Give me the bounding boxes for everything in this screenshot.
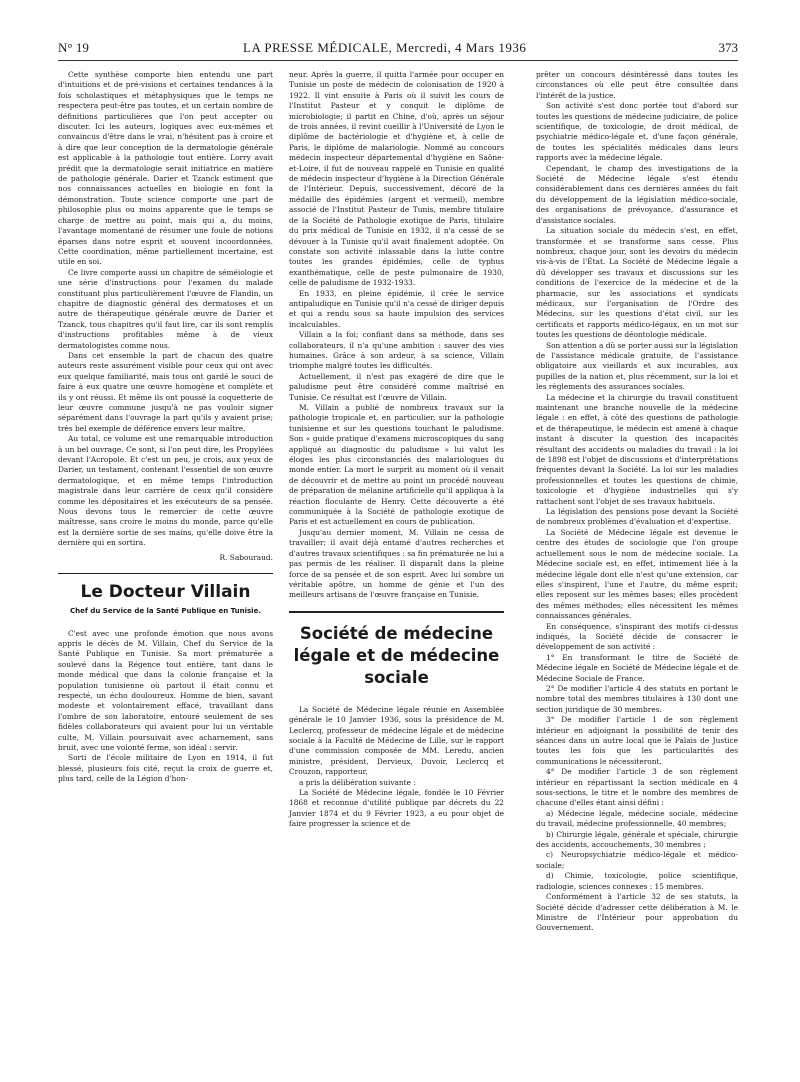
- paragraph: Conformément à l'article 32 de ses statuts, la Société décide d'adresser cette délibération à M. le Ministre de l'Intérieur pour approbation du Gouvernement.: [536, 892, 738, 933]
- paragraph: Cette synthèse comporte bien entendu une part d'intuitions et de pré-visions et certaines tendances à la fois scholastiques et métaphysiques que le temps ne respectera peut-être pas toutes, et un certain nombre de définitions particulières que l'on peut accepter ou discuter. Ici les auteurs, logiques avec eux-mêmes et convaincus d'être dans le vrai, n'hésitent pas à croire et à dire que leur conception de la dermatologie générale est applicable à la pathologie tout entière. Lorry avait prédit que la dermatologie serait initiatrice en matière de pathologie générale. Darier et Tzanck estiment que nos connaissances actuelles en biologie en font la démonstration. Toute science comporte une part de philosophie plus ou moins apparente que le temps se charge de mettre au point, mais qui a, du moins, l'avantage momentané de résumer une foule de notions éparses dans notre esprit et souvent incoordonnées. Cette coordination, même partiellement incertaine, est utile en soi.: [58, 70, 273, 267]
- paragraph: M. Villain a publié de nombreux travaux sur la pathologie tropicale et, en particulier, sur la pathologie tunisienne et sur les questions touchant le paludisme. Son « guide pratique d'examens microscopiques du sang appliqué au diagnostic du paludisme » lui valut les éloges les plus circonstanciés des malariologues du monde entier. La mort le surprit au moment où il venait de découvrir et de mettre au point un procédé nouveau de préparation de mélanine artificielle qu'il appliqua à la réaction floculante de Henry. Cette découverte a été communiquée à la Société de pathologie exotique de Paris et est actuellement en cours de publication.: [289, 403, 504, 527]
- paragraph: Au total, ce volume est une remarquable introduction à un bel ouvrage. Ce sont, si l'on peut dire, les Propylées devant l'Acropole. Et c'est un peu, je crois, aux yeux de Darier, un testament, contenant l'essentiel de son œuvre dermatologique, et en même temps l'introduction magistrale dans leur carrière de ceux qu'il considère comme les dépositaires et les exécuteurs de sa pensée. Nous devons tous le remercier de cette œuvre maîtresse, sans croire le moins du monde, parce qu'elle est la dernière sortie de ses mains, qu'elle doive être la dernière qui en sortira.: [58, 434, 273, 548]
- paragraph: Jusqu'au dernier moment, M. Villain ne cessa de travailler; il avait déjà entamé d'autres recherches et d'autres travaux scientifiques : sa fin prématurée ne lui a pas permis de les réaliser. Il disparaît dans la pleine force de sa pensée et de son esprit. Avec lui sombre un véritable apôtre, un homme de génie et l'un des meilleurs artisans de l'œuvre française en Tunisie.: [289, 527, 504, 600]
- paragraph: prêter un concours désintéressé dans toutes les circonstances où elle peut être consultée dans l'intérêt de la justice.: [536, 70, 738, 100]
- list-item: b) Chirurgie légale, générale et spéciale, chirurgie des accidents, accouchements, 30 membres ;: [536, 829, 738, 850]
- paragraph: a pris la délibération suivante :: [299, 777, 416, 787]
- paragraph: La Société de Médecine légale réunie en Assemblée générale le 10 Janvier 1936, sous la présidence de M. Leclercq, professeur de médecine légale et de médecine sociale à la Faculté de Médecine de Lille, sur le rapport d'une commission composée de MM. Leredu, ancien ministre, président, Dervieux, Duvoir, Leclercq et Crouzon, rapporteur,: [289, 704, 504, 777]
- list-item: 2° De modifier l'article 4 des statuts en portant le nombre total des membres titulaires à 130 dont une section juridique de 30 membres.: [536, 683, 738, 714]
- issue-number: N° 19: [58, 40, 89, 55]
- list-item: a) Médecine légale, médecine sociale, médecine du travail, médecine professionnelle, 40 membres;: [536, 808, 738, 829]
- paragraph: En 1933, en pleine épidémie, il crée le service antipaludique en Tunisie qu'il n'a cessé de diriger depuis et qui a rendu sous sa haute impulsion des services incalculables.: [289, 288, 504, 329]
- paragraph: La situation sociale du médecin s'est, en effet, transformée et se transforme sans cesse. Plus nombreux, chaque jour, sont les devoirs du médecin vis-à-vis de l'État. La Société de Médecine légale a dû développer ses travaux et discussions sur les conditions de l'exercice de la médecine et de la pharmacie, sur les associations et syndicats médicaux, sur l'organisation de l'Ordre des Médecins, sur les questions d'état civil, sur les certificats et rapports médico-légaux, en un mot sur toutes les questions de déontologie médicale.: [536, 226, 738, 340]
- article-title: Société de médecine légale et de médecine sociale: [293, 623, 500, 687]
- journal-title: LA PRESSE MÉDICALE, Mercredi, 4 Mars 1936: [243, 40, 527, 55]
- running-header: [58, 40, 738, 61]
- list-item: d) Chimie, toxicologie, police scientifique, radiologie, sciences connexes : 15 membres.: [536, 871, 738, 891]
- paragraph: C'est avec une profonde émotion que nous avons appris le décès de M. Villain, Chef du Service de la Santé Publique en Tunisie. Sa mort prématurée a soulevé dans la Régence tout entière, tant dans le monde médical que dans la colonie française et la population tunisienne où partout il était connu et respecté, un écho douloureux. Homme de bien, savant modeste et volontairement effacé, travaillant dans l'ombre de son laboratoire, entouré seulement de ses fidèles collaborateurs qui avaient pour lui un véritable culte, M. Villain poursuivait avec acharnement, sans bruit, avec une volonté ferme, son idéal : servir.: [58, 628, 273, 752]
- paragraph: Son attention a dû se porter aussi sur la législation de l'assistance médicale gratuite, de l'assistance obligatoire aux vieillards et aux incurables, aux pupilles de la nation et, plus récemment, sur la loi et les règlements des assurances sociales.: [536, 340, 739, 392]
- paragraph: La Société de Médecine légale est devenue le centre des études de sociologie que l'on groupe actuellement sous le nom de médecine sociale. La Médecine sociale est, en effet, intimement liée à la médecine légale dont elle n'est qu'une extension, car elles s'inspirent, l'une et l'autre, du même esprit; elles reposent sur les mêmes bases; elles procèdent des mêmes méthodes; elles nécessitent les mêmes connaissances générales.: [536, 527, 738, 621]
- column-3: [536, 70, 738, 934]
- list-item: 1° En transformant le titre de Société de Médecine légale en Société de Médecine légale et de Médecine Sociale de France.: [536, 652, 738, 683]
- divider: [58, 573, 273, 574]
- paragraph: neur. Après la guerre, il quitta l'armée pour occuper en Tunisie un poste de médecin de colonisation de 1920 à 1922. Il vint ensuite à Paris où il suivit les cours de l'Institut Pasteur et y conquit le diplôme de microbiologie; il partit en Chine, d'où, après un séjour de trois années, il revint cueillir à l'Université de Lyon le diplôme de bactériologie et d'hygiène et, à celle de Paris, le diplôme de malariologie. Nommé au concours médecin inspecteur départemental d'hygiène en Saône-et-Loire, il fut de nouveau rappelé en Tunisie en qualité de médecin inspecteur d'hygiène à la Direction Générale de l'Intérieur. Depuis, successivement, décoré de la médaille des épidémies (argent et vermeil), membre associé de l'Institut Pasteur de Tunis, membre titulaire de la Société de Pathologie exotique de Paris, titulaire du prix médical de Tunisie en 1932, il n'a cessé de se dévouer à la Tunisie qu'il avait finalement adoptée. On constate son activité inlassable dans la lutte contre toutes les grandes épidémies, celle de typhus exanthématique, celle de peste pulmonaire de 1930, celle de paludisme de 1932-1933.: [289, 70, 504, 288]
- list-item: 3° De modifier l'article 1 de son règlement intérieur en adjoignant la possibilité de tenir des séances dans un autre local que le Palais de Justice toutes les fois que les particularités des communications le nécessiteront.: [536, 715, 738, 766]
- paragraph: Villain a la foi; confiant dans sa méthode, dans ses collaborateurs, il n'a qu'une ambition : sauver des vies humaines. Grâce à son ardeur, à sa science, Villain triomphe malgré toutes les difficultés.: [289, 330, 504, 371]
- page-number: 373: [718, 40, 738, 55]
- article-subtitle: Chef du Service de la Santé Publique en Tunisie.: [70, 607, 261, 616]
- column-2: [289, 70, 504, 830]
- paragraph: Cependant, le champ des investigations de la Société de Médecine légale s'est étendu considérablement dans ces dernières années du fait du développement de la législation médico-sociale, des organisations de prévoyance, d'assurance et d'assistance sociales.: [536, 163, 738, 225]
- paragraph: Actuellement, il n'est pas exagéré de dire que le paludisme peut être considéré comme maîtrisé en Tunisie. Ce résultat est l'œuvre de Villain.: [289, 371, 504, 402]
- paragraph: Ce livre comporte aussi un chapitre de séméiologie et une série d'instructions pour l'examen du malade constituant plus particulièrement l'œuvre de Flandin, un chapitre de diagnostic général des dermatoses et un autre de thérapeutique générale œuvre de Darier et Tzanck, tous chapitres qu'il faut lire, car ils sont remplis d'instructions profitables même à de vieux dermatologistes comme nous.: [58, 267, 273, 350]
- column-1: [58, 70, 273, 785]
- paragraph: Dans cet ensemble la part de chacun des quatre auteurs reste assurément visible pour ceux qui ont avec eux quelque familiarité, mais tous ont gardé le souci de faire à eux quatre une œuvre homogène et complète et ils y ont réussi. Et même ils ont poussé la coquetterie de leur œuvre commune jusqu'à ne pas vouloir signer séparément dans l'ouvrage la part qu'ils y avaient prise; très bel exemple de déférence envers leur maître.: [58, 350, 273, 433]
- paragraph: Son activité s'est donc portée tout d'abord sur toutes les questions de médecine judiciaire, de police scientifique, de toxicologie, de droit médical, de psychiatrie médico-légale et, d'une façon générale, de toutes les spécialités médicales dans leurs rapports avec la médecine légale.: [536, 101, 738, 163]
- list-item: 4° De modifier l'article 3 de son règlement intérieur en répartissant la section médicale en 4 sous-sections, le titre et le nombre des membres de chacune d'elles étant ainsi défini :: [536, 767, 738, 808]
- paragraph: La Société de Médecine légale, fondée le 10 Février 1868 et reconnue d'utilité publique par décrets du 22 Janvier 1874 et du 9 Février 1923, a eu pour objet de faire progresser la science et de: [289, 787, 504, 829]
- list-item: c) Neuropsychiatrie médico-légale et médico-sociale;: [536, 850, 738, 870]
- divider: [289, 611, 504, 613]
- paragraph: La médecine et la chirurgie du travail constituent maintenant une branche nouvelle de la médecine légale : en effet, à côté des questions de pathologie et de thérapeutique, le médecin est amené à chaque instant à discuter la question des incapacités résultant des accidents ou maladies du travail : la loi de 1898 est l'objet de discussions et d'interprétations fréquentes devant la Société. La loi sur les maladies professionnelles et toutes les questions de chimie, toxicologie et d'hygiène industrielles qui s'y rattachent sont l'objet de ses travaux habituels.: [536, 392, 738, 506]
- paragraph: La législation des pensions pose devant la Société de nombreux problèmes d'évaluation et d'expertise.: [536, 507, 738, 527]
- signature: R. Sabouraud.: [219, 552, 273, 562]
- article-title: Le Docteur Villain: [80, 582, 251, 603]
- paragraph: En conséquence, s'inspirant des motifs ci-dessus indiqués, la Société décide de consacrer le développement de son activité :: [536, 621, 738, 652]
- paragraph: Sorti de l'école militaire de Lyon en 1914, il fut blessé, plusieurs fois cité, reçut la croix de guerre et, plus tard, celle de la Légion d'hon-: [58, 753, 273, 784]
